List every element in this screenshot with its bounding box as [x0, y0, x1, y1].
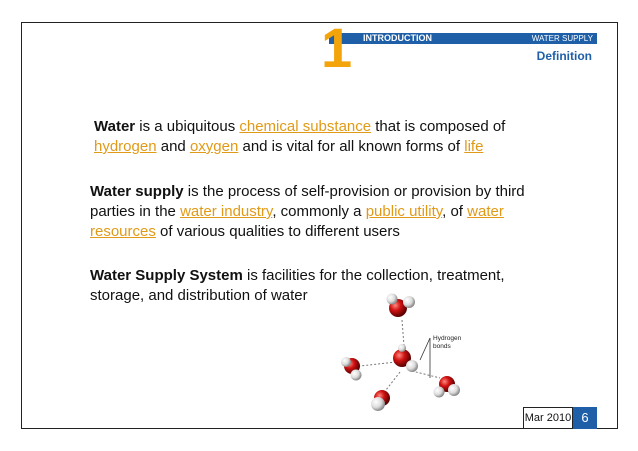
- header-subtitle: Definition: [536, 49, 592, 63]
- link-life[interactable]: life: [464, 138, 484, 155]
- water-molecule-bottom: [371, 390, 390, 411]
- link-public-utility[interactable]: public utility: [365, 203, 443, 220]
- text: of various qualities to different users: [155, 223, 400, 240]
- water-molecule-top: [387, 294, 416, 318]
- water-molecule-left: [341, 357, 362, 381]
- hydrogen-bonds-label-line2: bonds: [433, 343, 451, 350]
- text: and: [156, 138, 190, 155]
- text: that is composed of: [371, 118, 506, 135]
- page-number: 6: [573, 407, 597, 429]
- text: , commonly a: [272, 203, 366, 220]
- section-number: 1: [321, 16, 351, 79]
- link-oxygen[interactable]: oxygen: [189, 138, 239, 155]
- link-hydrogen[interactable]: hydrogen: [94, 138, 157, 155]
- water-definition: [94, 117, 554, 157]
- text: , of: [442, 203, 468, 220]
- term-water-supply: Water supply: [90, 183, 184, 200]
- label-leader-lines: [420, 338, 430, 378]
- water-molecule-figure: [330, 286, 475, 416]
- term-water-supply-system: Water Supply System: [90, 267, 243, 284]
- header-topic: WATER SUPPLY: [531, 34, 593, 43]
- text: is a ubiquitous: [135, 118, 240, 135]
- link-water-resources[interactable]: water resources: [90, 203, 504, 240]
- section-title: INTRODUCTION: [363, 33, 432, 43]
- hydrogen-bonds-label-line1: Hydrogen: [433, 335, 462, 342]
- water-molecule-right: [434, 376, 461, 398]
- water-molecule-center: [393, 344, 418, 372]
- water-supply-definition: [90, 182, 560, 242]
- text: is the process of self-provision or provision by third parties in the: [90, 183, 525, 220]
- footer-date: Mar 2010: [523, 407, 573, 429]
- link-water-industry[interactable]: water industry: [180, 203, 273, 220]
- water-supply-system-definition: [90, 266, 550, 306]
- term-water: Water: [94, 118, 136, 135]
- text: is facilities for the collection, treatment, storage, and distribution of water: [90, 267, 505, 304]
- link-chemical-substance[interactable]: chemical substance: [239, 118, 372, 135]
- text: and is vital for all known forms of: [238, 138, 465, 155]
